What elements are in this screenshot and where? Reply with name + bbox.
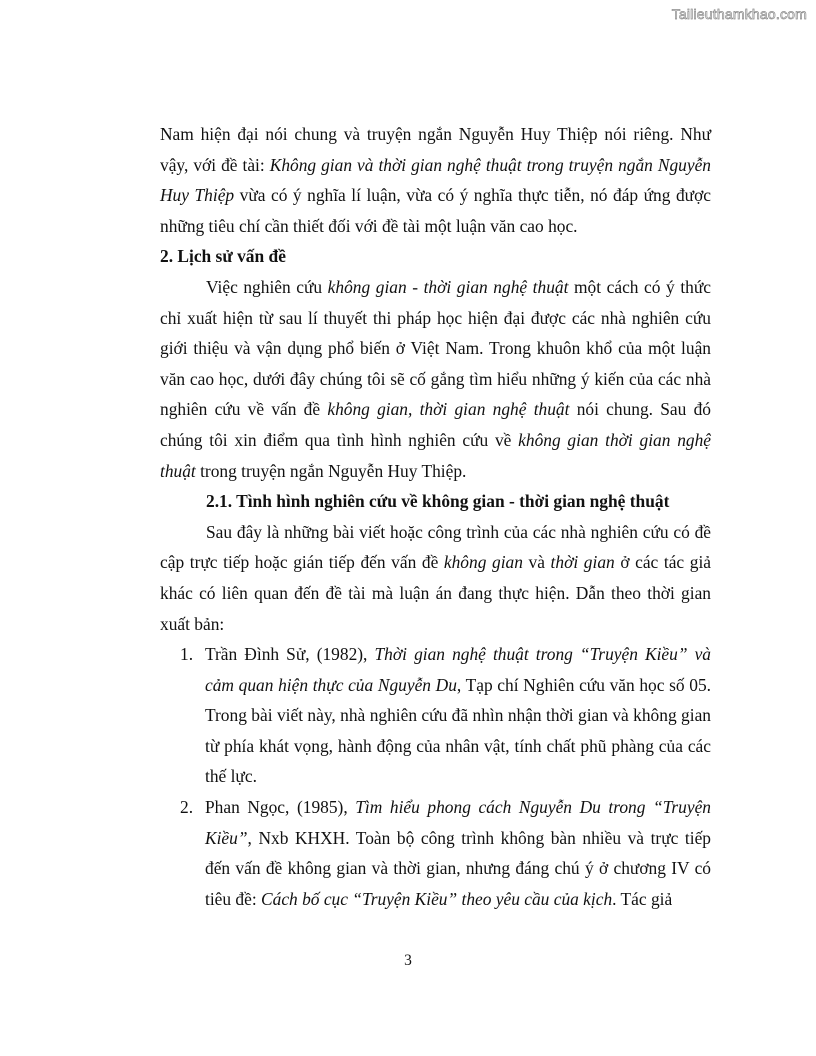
text-run: trong truyện ngắn Nguyễn Huy Thiệp. xyxy=(195,460,467,481)
italic-term: không gian xyxy=(443,552,523,573)
italic-term: thời gian xyxy=(550,552,615,573)
thesis-title-italic: Không gian và thời gian nghệ thuật trong truyện ngắn Nguyễn Huy Thiệp xyxy=(160,154,711,206)
text-run: Nam hiện đại nói chung và truyện ngắn Nguyễn Huy Thiệp nói riêng. Như vậy, với đề tài: xyxy=(160,124,711,175)
paragraph-intro-continuation xyxy=(160,119,711,241)
reference-number: 2. xyxy=(180,797,194,818)
reference-description: , Tạp chí Nghiên cứu văn học số 05. Trong bài viết này, nhà nghiên cứu đã nhìn nhận thời gian và không gian từ phía khát vọng, hành động của nhân vật, tính chất phũ phàng của các thế lực. xyxy=(205,674,711,787)
reference-list xyxy=(160,639,711,914)
reference-author: Phan Ngọc, (1985), xyxy=(205,797,356,818)
text-run: . Tác giả xyxy=(612,888,673,909)
text-run: Sau đây là những bài viết hoặc công trình của các nhà nghiên cứu có đề cập trực tiếp hoặc gián tiếp đến vấn đề xyxy=(160,521,711,573)
page-number: 3 xyxy=(404,952,412,969)
reference-title: Thời gian nghệ thuật trong “Truyện Kiều” và cảm quan hiện thực của Nguyễn Du xyxy=(205,644,711,695)
text-run: và xyxy=(522,552,551,573)
section-heading-2-1: 2.1. Tình hình nghiên cứu về không gian - thời gian nghệ thuật xyxy=(206,491,670,512)
italic-term: không gian, thời gian nghệ thuật xyxy=(327,399,570,420)
italic-term: không gian thời gian nghệ thuật xyxy=(160,429,712,481)
paragraph-overview xyxy=(160,517,711,639)
reference-item xyxy=(160,639,711,792)
text-run: nói chung. Sau đó chúng tôi xin điểm qua tình hình nghiên cứu về xyxy=(160,399,711,450)
paragraph-history xyxy=(160,272,711,486)
reference-author: Trần Đình Sử, (1982), xyxy=(205,644,375,665)
reference-item xyxy=(160,792,711,914)
section-heading-2: 2. Lịch sử vấn đề xyxy=(160,246,286,267)
text-run: ở các tác giả khác có liên quan đến đề tài mà luận án đang thực hiện. Dẫn theo thời gian xuất bản: xyxy=(160,552,711,634)
reference-title: Tìm hiểu phong cách Nguyễn Du trong “Truyện Kiều” xyxy=(205,797,711,848)
watermark: Tailieuthamkhao.com xyxy=(671,6,807,22)
reference-description: , Nxb KHXH. Toàn bộ công trình không bàn nhiều và trực tiếp đến vấn đề không gian và thời gian, nhưng đáng chú ý ở chương IV có tiêu đề: xyxy=(205,827,711,909)
text-run: vừa có ý nghĩa lí luận, vừa có ý nghĩa thực tiễn, nó đáp ứng được những tiêu chí cần thiết đối với đề tài một luận văn cao học. xyxy=(160,185,711,236)
text-run: một cách có ý thức chỉ xuất hiện từ sau lí thuyết thi pháp học hiện đại được các nhà nghiên cứu giới thiệu và vận dụng phổ biến ở Việt Nam. Trong khuôn khổ của một luận văn cao học, dưới đây chúng tôi sẽ cố gắng tìm hiểu những ý kiến của các nhà nghiên cứu về vấn đề xyxy=(160,276,711,420)
page-body xyxy=(160,119,711,914)
chapter-title-italic: Cách bố cục “Truyện Kiều” theo yêu cầu của kịch xyxy=(261,888,613,909)
text-run: Việc nghiên cứu xyxy=(206,276,328,297)
reference-number: 1. xyxy=(180,644,194,665)
italic-term: không gian - thời gian nghệ thuật xyxy=(327,276,569,297)
